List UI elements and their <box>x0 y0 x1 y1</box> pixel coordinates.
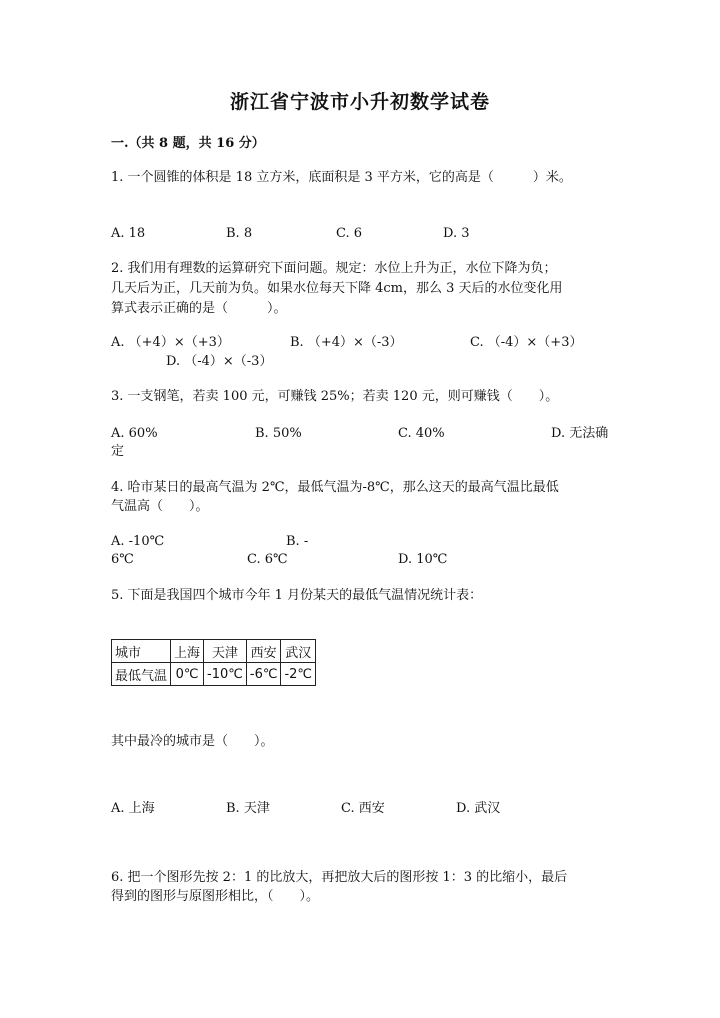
table-cell: 武汉 <box>281 640 316 663</box>
question-5-option-d: D. 武汉 <box>456 801 501 816</box>
question-2-line-2: 几天后为正，几天前为负。如果水位每天下降 4cm，那么 3 天后的水位变化用 <box>111 281 563 296</box>
table-cell: 0℃ <box>171 663 204 686</box>
table-cell: 西安 <box>246 640 281 663</box>
question-1-option-d: D. 3 <box>443 226 470 241</box>
question-4-option-b: B. - <box>286 534 309 549</box>
question-3-text: 3. 一支钢笔，若卖 100 元，可赚钱 25%；若卖 120 元，则可赚钱（ ）。 <box>111 389 559 404</box>
table-cell: 城市 <box>112 640 171 663</box>
table-cell: 天津 <box>204 640 247 663</box>
question-2-option-b: B. （+4）×（-3） <box>290 335 403 350</box>
question-1-text: 1. 一个圆锥的体积是 18 立方米，底面积是 3 平方米，它的高是（ ）米。 <box>111 170 572 185</box>
question-4-option-d: D. 10℃ <box>398 552 448 567</box>
question-3-option-a: A. 60% <box>111 426 158 441</box>
question-2-option-d: D. （-4）×（-3） <box>166 354 273 369</box>
question-3-option-d-continued: 定 <box>111 444 125 459</box>
question-3-option-b: B. 50% <box>255 426 302 441</box>
question-5-option-b: B. 天津 <box>226 801 270 816</box>
question-5-option-c: C. 西安 <box>341 801 385 816</box>
section-heading: 一.（共 8 题，共 16 分） <box>111 136 265 151</box>
table-cell: -2℃ <box>281 663 316 686</box>
question-3-option-d: D. 无法确 <box>551 426 609 441</box>
question-1-option-c: C. 6 <box>336 226 363 241</box>
question-4-option-b-continued: 6℃ <box>111 552 134 567</box>
question-1-option-b: B. 8 <box>226 226 253 241</box>
table-cell: -6℃ <box>246 663 281 686</box>
question-5-text: 5. 下面是我国四个城市今年 1 月份某天的最低气温情况统计表： <box>111 588 483 603</box>
question-2-line-3: 算式表示正确的是（ ）。 <box>111 301 287 316</box>
question-4-option-a: A. -10℃ <box>111 534 165 549</box>
temperature-table <box>111 639 316 686</box>
question-4-line-2: 气温高（ ）。 <box>111 499 209 514</box>
question-4-option-c: C. 6℃ <box>247 552 288 567</box>
table-cell: -10℃ <box>204 663 247 686</box>
question-3-option-c: C. 40% <box>398 426 445 441</box>
table-cell: 上海 <box>171 640 204 663</box>
question-2-line-1: 2. 我们用有理数的运算研究下面问题。规定：水位上升为正，水位下降为负； <box>111 261 557 276</box>
question-5-option-a: A. 上海 <box>111 801 155 816</box>
table-header-row <box>112 640 316 663</box>
page-title: 浙江省宁波市小升初数学试卷 <box>229 91 490 113</box>
question-5-prompt: 其中最冷的城市是（ ）。 <box>111 734 274 749</box>
question-4-line-1: 4. 哈市某日的最高气温为 2℃，最低气温为-8℃，那么这天的最高气温比最低 <box>111 480 559 495</box>
question-6-line-2: 得到的图形与原图形相比，（ ）。 <box>111 889 320 904</box>
question-2-option-c: C. （-4）×（+3） <box>470 335 583 350</box>
question-6-line-1: 6. 把一个图形先按 2：1 的比放大，再把放大后的图形按 1：3 的比缩小，最后 <box>111 870 568 885</box>
question-1-option-a: A. 18 <box>111 226 146 241</box>
question-2-option-a: A. （+4）×（+3） <box>111 335 230 350</box>
table-cell: 最低气温 <box>112 663 171 686</box>
table-row <box>112 663 316 686</box>
